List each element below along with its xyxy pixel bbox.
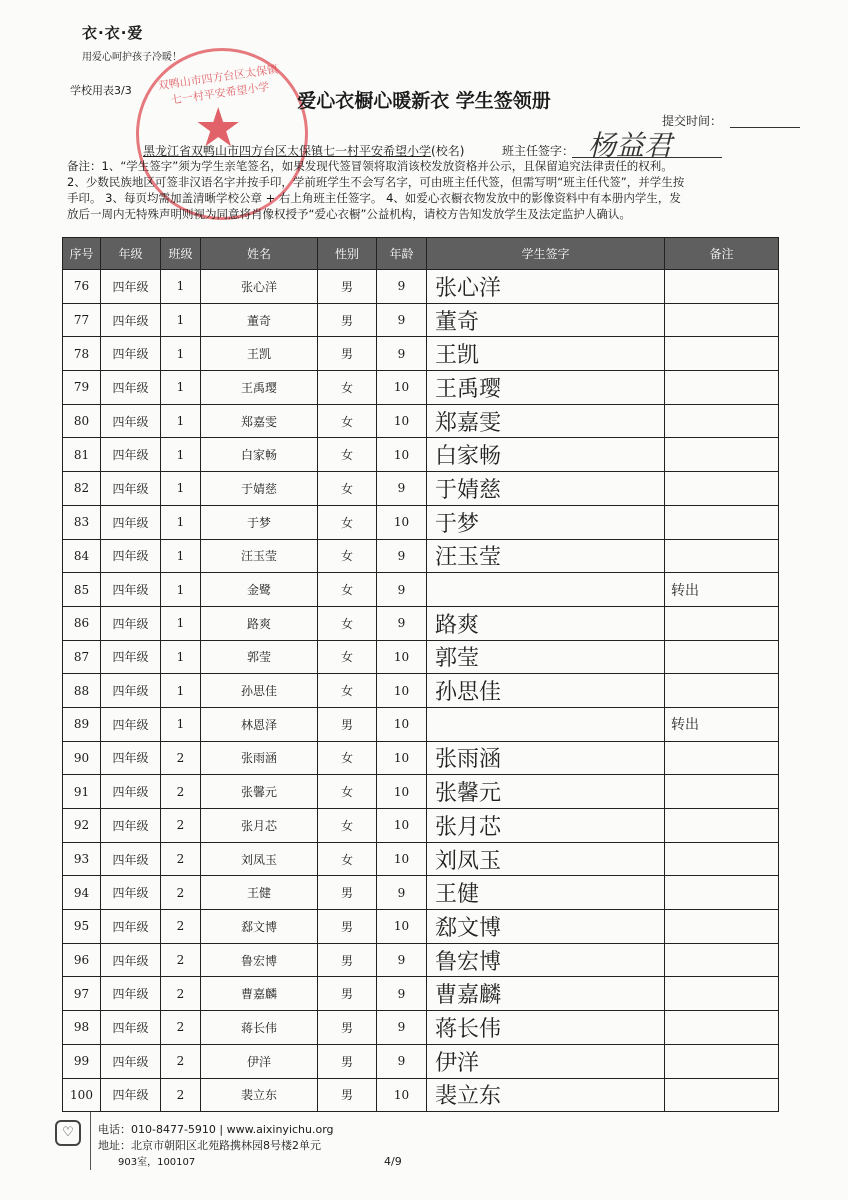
table-body: [63, 270, 779, 1112]
row-sex: 女: [318, 809, 377, 843]
row-class: 2: [161, 876, 201, 910]
row-age: 9: [377, 270, 427, 304]
form-code: 学校用表3/3: [70, 84, 132, 97]
row-signature: 董奇: [427, 303, 665, 337]
row-age: 10: [377, 1078, 427, 1112]
row-signature: [427, 573, 665, 607]
row-name: 王健: [201, 876, 318, 910]
row-sex: 女: [318, 573, 377, 607]
table-row: [63, 640, 779, 674]
row-age: 9: [377, 337, 427, 371]
row-signature: 伊洋: [427, 1044, 665, 1078]
row-sex: 男: [318, 270, 377, 304]
row-age: 9: [377, 472, 427, 506]
row-name: 鲁宏博: [201, 943, 318, 977]
row-sex: 男: [318, 1078, 377, 1112]
table-row: [63, 809, 779, 843]
row-name: 张心洋: [201, 270, 318, 304]
row-class: 1: [161, 674, 201, 708]
sign-table: [62, 237, 779, 1112]
row-remark: [665, 539, 779, 573]
row-remark: [665, 977, 779, 1011]
row-name: 裴立东: [201, 1078, 318, 1112]
row-no: 80: [63, 404, 101, 438]
col-header-age: 年龄: [377, 238, 427, 270]
footer-phone: 电话：010-8477-5910 | www.aixinyichu.org: [98, 1123, 334, 1136]
row-remark: [665, 741, 779, 775]
row-age: 10: [377, 404, 427, 438]
row-class: 2: [161, 809, 201, 843]
row-remark: [665, 438, 779, 472]
row-name: 于婧慈: [201, 472, 318, 506]
row-remark: 转出: [665, 573, 779, 607]
row-class: 1: [161, 270, 201, 304]
row-signature: 王健: [427, 876, 665, 910]
row-no: 93: [63, 842, 101, 876]
row-signature: 张月芯: [427, 809, 665, 843]
row-sex: 女: [318, 606, 377, 640]
row-signature: 郄文博: [427, 910, 665, 944]
row-age: 10: [377, 741, 427, 775]
row-signature: 路爽: [427, 606, 665, 640]
col-header-grade: 年级: [101, 238, 161, 270]
row-signature: 曹嘉麟: [427, 977, 665, 1011]
table-row: [63, 674, 779, 708]
row-no: 79: [63, 371, 101, 405]
row-age: 10: [377, 707, 427, 741]
row-remark: [665, 910, 779, 944]
row-remark: [665, 505, 779, 539]
col-header-class: 班级: [161, 238, 201, 270]
row-grade: 四年级: [101, 371, 161, 405]
table-row: [63, 404, 779, 438]
footer-address: 地址：北京市朝阳区北苑路携林园8号楼2单元: [98, 1139, 321, 1152]
row-class: 2: [161, 1078, 201, 1112]
row-remark: [665, 674, 779, 708]
note-line: 手印。 3、每页均需加盖清晰学校公章 + 右上角班主任签字。 4、如爱心衣橱衣物发放中的影像资料中有本册内学生，发: [67, 191, 681, 205]
row-no: 76: [63, 270, 101, 304]
row-grade: 四年级: [101, 573, 161, 607]
row-grade: 四年级: [101, 337, 161, 371]
row-class: 2: [161, 977, 201, 1011]
row-sex: 女: [318, 438, 377, 472]
row-name: 张馨元: [201, 775, 318, 809]
row-signature: [427, 707, 665, 741]
row-remark: [665, 1044, 779, 1078]
row-sex: 女: [318, 371, 377, 405]
row-no: 99: [63, 1044, 101, 1078]
row-remark: [665, 606, 779, 640]
row-remark: [665, 876, 779, 910]
row-class: 1: [161, 472, 201, 506]
row-name: 孙思佳: [201, 674, 318, 708]
row-name: 王禹璎: [201, 371, 318, 405]
row-grade: 四年级: [101, 438, 161, 472]
row-class: 1: [161, 337, 201, 371]
row-sex: 男: [318, 910, 377, 944]
row-remark: [665, 842, 779, 876]
row-sex: 男: [318, 943, 377, 977]
row-class: 1: [161, 573, 201, 607]
row-no: 86: [63, 606, 101, 640]
footer-address-room: 903室，100107: [118, 1157, 196, 1168]
row-no: 97: [63, 977, 101, 1011]
heart-logo-icon: ♡: [55, 1120, 81, 1146]
page-number: 4/9: [384, 1155, 402, 1168]
table-row: [63, 573, 779, 607]
row-signature: 白家畅: [427, 438, 665, 472]
row-sex: 女: [318, 842, 377, 876]
row-signature: 汪玉莹: [427, 539, 665, 573]
row-no: 89: [63, 707, 101, 741]
row-age: 9: [377, 606, 427, 640]
row-no: 95: [63, 910, 101, 944]
row-grade: 四年级: [101, 472, 161, 506]
row-age: 9: [377, 943, 427, 977]
footer-divider: [90, 1112, 91, 1170]
stamp-star-icon: ★: [194, 96, 243, 159]
table-row: [63, 876, 779, 910]
school-line: [143, 142, 464, 159]
row-grade: 四年级: [101, 539, 161, 573]
row-signature: 鲁宏博: [427, 943, 665, 977]
row-age: 9: [377, 1011, 427, 1045]
teacher-signature: 杨益君: [588, 129, 673, 162]
row-no: 90: [63, 741, 101, 775]
col-header-remark: 备注: [665, 238, 779, 270]
row-age: 9: [377, 977, 427, 1011]
row-name: 路爽: [201, 606, 318, 640]
row-no: 84: [63, 539, 101, 573]
row-class: 2: [161, 1044, 201, 1078]
submit-time-field: [730, 127, 800, 128]
row-grade: 四年级: [101, 1044, 161, 1078]
row-remark: [665, 270, 779, 304]
row-name: 金鹭: [201, 573, 318, 607]
row-sex: 男: [318, 977, 377, 1011]
table-row: [63, 977, 779, 1011]
row-remark: 转出: [665, 707, 779, 741]
row-no: 78: [63, 337, 101, 371]
school-name: 黑龙江省双鸭山市四方台区太保镇七一村平安希望小学: [143, 144, 432, 158]
table-row: [63, 270, 779, 304]
submit-time-label: 提交时间：: [662, 114, 723, 128]
row-no: 82: [63, 472, 101, 506]
table-row: [63, 303, 779, 337]
row-signature: 郭莹: [427, 640, 665, 674]
table-row: [63, 775, 779, 809]
table-row: [63, 741, 779, 775]
row-name: 白家畅: [201, 438, 318, 472]
row-remark: [665, 775, 779, 809]
table-row: [63, 606, 779, 640]
row-grade: 四年级: [101, 606, 161, 640]
row-name: 伊洋: [201, 1044, 318, 1078]
row-name: 汪玉莹: [201, 539, 318, 573]
table-row: [63, 1078, 779, 1112]
row-name: 蒋长伟: [201, 1011, 318, 1045]
row-sex: 女: [318, 674, 377, 708]
row-class: 2: [161, 943, 201, 977]
row-sex: 女: [318, 640, 377, 674]
row-signature: 于梦: [427, 505, 665, 539]
col-header-name: 姓名: [201, 238, 318, 270]
row-sex: 女: [318, 505, 377, 539]
row-age: 9: [377, 876, 427, 910]
table-row: [63, 371, 779, 405]
row-grade: 四年级: [101, 707, 161, 741]
row-class: 2: [161, 910, 201, 944]
row-class: 1: [161, 640, 201, 674]
row-remark: [665, 809, 779, 843]
row-age: 10: [377, 674, 427, 708]
row-grade: 四年级: [101, 303, 161, 337]
row-name: 郭莹: [201, 640, 318, 674]
row-signature: 王凯: [427, 337, 665, 371]
row-name: 刘凤玉: [201, 842, 318, 876]
table-row: [63, 1044, 779, 1078]
row-remark: [665, 1011, 779, 1045]
note-line: 备注：1、“学生签字”须为学生亲笔签名，如果发现代签冒领将取消该校发放资格并公示，且保留追究法律责任的权利。: [67, 159, 673, 173]
row-class: 1: [161, 404, 201, 438]
row-age: 10: [377, 438, 427, 472]
logo-name: 衣·衣·爱: [82, 24, 144, 42]
table-row: [63, 842, 779, 876]
row-signature: 孙思佳: [427, 674, 665, 708]
row-grade: 四年级: [101, 809, 161, 843]
row-grade: 四年级: [101, 910, 161, 944]
table-row: [63, 472, 779, 506]
row-remark: [665, 371, 779, 405]
note-line: 2、少数民族地区可签非汉语名字并按手印，学前班学生不会写名字，可由班主任代签，但需写明“班主任代签”，并学生按: [67, 175, 685, 189]
col-header-sign: 学生签字: [427, 238, 665, 270]
row-sex: 男: [318, 337, 377, 371]
row-no: 85: [63, 573, 101, 607]
row-sex: 男: [318, 1044, 377, 1078]
row-grade: 四年级: [101, 775, 161, 809]
row-signature: 张心洋: [427, 270, 665, 304]
row-age: 10: [377, 640, 427, 674]
row-sex: 女: [318, 741, 377, 775]
row-no: 87: [63, 640, 101, 674]
row-class: 2: [161, 741, 201, 775]
row-remark: [665, 1078, 779, 1112]
stamp-text: 双鸭山市四方台区太保镇七一村平安希望小学: [157, 62, 279, 107]
row-class: 2: [161, 1011, 201, 1045]
row-no: 91: [63, 775, 101, 809]
row-name: 张雨涵: [201, 741, 318, 775]
row-class: 1: [161, 371, 201, 405]
row-sex: 男: [318, 303, 377, 337]
row-age: 9: [377, 1044, 427, 1078]
row-name: 林恩泽: [201, 707, 318, 741]
table-row: [63, 707, 779, 741]
row-age: 10: [377, 505, 427, 539]
row-class: 2: [161, 775, 201, 809]
row-class: 2: [161, 842, 201, 876]
row-signature: 张馨元: [427, 775, 665, 809]
row-grade: 四年级: [101, 1011, 161, 1045]
row-remark: [665, 943, 779, 977]
row-signature: 刘凤玉: [427, 842, 665, 876]
note-line: 放后一周内无特殊声明则视为同意将肖像权授予“爱心衣橱”公益机构，请校方告知发放学生及法定监护人确认。: [67, 207, 631, 221]
row-signature: 张雨涵: [427, 741, 665, 775]
row-no: 83: [63, 505, 101, 539]
row-no: 77: [63, 303, 101, 337]
row-signature: 于婧慈: [427, 472, 665, 506]
table-row: [63, 910, 779, 944]
row-grade: 四年级: [101, 640, 161, 674]
row-grade: 四年级: [101, 943, 161, 977]
row-name: 董奇: [201, 303, 318, 337]
row-age: 9: [377, 539, 427, 573]
col-header-sex: 性别: [318, 238, 377, 270]
row-no: 81: [63, 438, 101, 472]
school-suffix: (校名): [431, 144, 465, 158]
row-class: 1: [161, 505, 201, 539]
teacher-sign-label: 班主任签字：: [502, 144, 575, 158]
row-sex: 女: [318, 775, 377, 809]
row-name: 曹嘉麟: [201, 977, 318, 1011]
row-sex: 男: [318, 707, 377, 741]
table-header: [63, 238, 779, 270]
row-sex: 女: [318, 404, 377, 438]
row-sex: 女: [318, 539, 377, 573]
row-remark: [665, 337, 779, 371]
table-row: [63, 505, 779, 539]
row-remark: [665, 303, 779, 337]
row-class: 1: [161, 707, 201, 741]
table-row: [63, 438, 779, 472]
row-age: 10: [377, 842, 427, 876]
row-age: 9: [377, 573, 427, 607]
row-grade: 四年级: [101, 404, 161, 438]
table-row: [63, 943, 779, 977]
row-sex: 男: [318, 1011, 377, 1045]
row-name: 郄文博: [201, 910, 318, 944]
row-name: 王凯: [201, 337, 318, 371]
row-signature: 裴立东: [427, 1078, 665, 1112]
row-no: 94: [63, 876, 101, 910]
row-sex: 男: [318, 876, 377, 910]
row-age: 10: [377, 371, 427, 405]
page-title: 爱心衣橱心暖新衣 学生签领册: [297, 90, 551, 112]
row-age: 9: [377, 303, 427, 337]
row-age: 10: [377, 775, 427, 809]
row-class: 1: [161, 438, 201, 472]
table-row: [63, 539, 779, 573]
row-name: 张月芯: [201, 809, 318, 843]
table-row: [63, 337, 779, 371]
row-remark: [665, 472, 779, 506]
row-no: 92: [63, 809, 101, 843]
col-header-no: 序号: [63, 238, 101, 270]
row-no: 88: [63, 674, 101, 708]
row-remark: [665, 640, 779, 674]
row-no: 100: [63, 1078, 101, 1112]
row-age: 10: [377, 809, 427, 843]
row-grade: 四年级: [101, 1078, 161, 1112]
row-grade: 四年级: [101, 842, 161, 876]
row-age: 10: [377, 910, 427, 944]
row-grade: 四年级: [101, 741, 161, 775]
row-grade: 四年级: [101, 977, 161, 1011]
row-grade: 四年级: [101, 876, 161, 910]
row-remark: [665, 404, 779, 438]
row-grade: 四年级: [101, 270, 161, 304]
logo-slogan: 用爱心呵护孩子冷暖！: [82, 52, 182, 63]
row-signature: 蒋长伟: [427, 1011, 665, 1045]
row-class: 1: [161, 539, 201, 573]
row-sex: 女: [318, 472, 377, 506]
row-class: 1: [161, 303, 201, 337]
row-grade: 四年级: [101, 505, 161, 539]
table-row: [63, 1011, 779, 1045]
row-name: 郑嘉雯: [201, 404, 318, 438]
row-signature: 王禹璎: [427, 371, 665, 405]
row-grade: 四年级: [101, 674, 161, 708]
row-class: 1: [161, 606, 201, 640]
row-no: 98: [63, 1011, 101, 1045]
notes: [67, 158, 782, 222]
row-no: 96: [63, 943, 101, 977]
row-signature: 郑嘉雯: [427, 404, 665, 438]
row-name: 于梦: [201, 505, 318, 539]
